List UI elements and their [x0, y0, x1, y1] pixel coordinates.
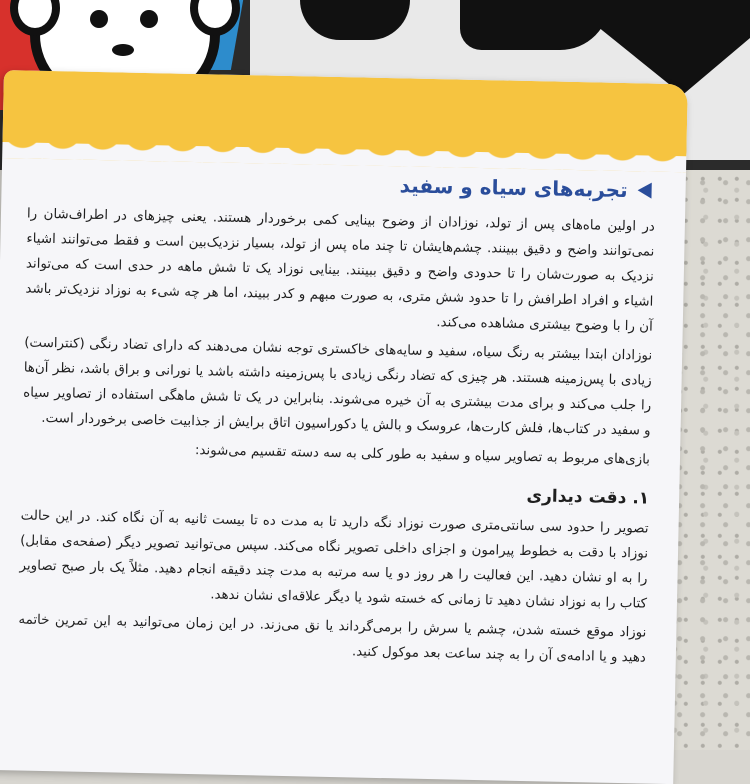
paragraph: بازی‌های مربوط به تصاویر سیاه و سفید به طور کلی به سه دسته تقسیم می‌شوند:	[194, 443, 651, 468]
section-heading	[22, 165, 662, 202]
monkey-eye	[90, 10, 108, 28]
paragraph: در اولین ماه‌های پس از تولد، نوزادان از وضوح بینایی کمی برخوردار هستند. یعنی چیزهای در اطراف‌شان را نمی‌توانند واضح و دقیق ببینند. چشم‌هایشان تا چند ماه پس از تولد، بسیار نزدیک‌بین است و فقط می‌توانند اشیاء نزدیک به صورت‌شان را تا حدودی واضح و دقیق ببینند. بینایی نوزاد یک تا شش ماهه در حدی است که می‌تواند اشیاء و افراد اطرافش را تا حدود شش متری، به صورت مبهم و کدر ببیند، اما هر چه شیء به نوزاد نزدیک‌تر باشد آن را با وضوح بیشتری مشاهده می‌کند.	[25, 206, 656, 335]
subheading: ۱. دقت دیداری	[526, 486, 650, 509]
paragraph: نوزاد موقع خسته شدن، چشم یا سرش را برمی‌گرداند یا نق می‌زند. در این زمان می‌توانید به این تمرین خاتمه دهید و یا ادامه‌ی آن را به چند ساعت بعد موکول کنید.	[18, 612, 647, 666]
monkey-nose	[112, 44, 134, 56]
paragraph: تصویر را حدود سی سانتی‌متری صورت نوزاد نگه دارید تا به مدت ده تا بیست ثانیه به آن نگاه کند. در این حالت نوزاد با دقت به خطوط پیرامون و اجزای داخلی تصویر نگاه می‌کند. سپس می‌توانید تصویر دیگر (صفحه‌ی مقابل) را به او نشان دهید. این فعالیت را هر روز دو یا سه مرتبه به مدت چند دقیقه انجام دهید. مثلاً یک بار صبح تصاویر کتاب را به نوزاد نشان دهید تا زمانی که خسته شود یا دیگر علاقه‌ای نشان ندهد.	[19, 508, 649, 612]
page-content	[12, 165, 662, 674]
book-page	[0, 70, 688, 784]
monkey-eye	[140, 10, 158, 28]
paragraph: نوزادان ابتدا بیشتر به رنگ سیاه، سفید و سایه‌های خاکستری توجه نشان می‌دهند که دارای تضاد رنگی (کنتراست) زیادی با پس‌زمینه هستند. هر چیزی که تضاد رنگی زیادی با پس‌زمینه داشته باشد یا نورانی و براق باشد، نظر آن‌ها را جلب می‌کند و برای مدت بیشتری به آن خیره می‌شوند. بنابراین در یک تا شش ماهگی استفاده از تصاویر سیاه و سفید در کتاب‌ها، فلش کارت‌ها، عروسک و بالش یا دکوراسیون اتاق برایش از جذابیت خاصی برخوردار است.	[23, 335, 653, 439]
triangle-bullet-icon	[637, 182, 651, 198]
section-heading-text: تجربه‌های سیاه و سفید	[399, 173, 628, 203]
